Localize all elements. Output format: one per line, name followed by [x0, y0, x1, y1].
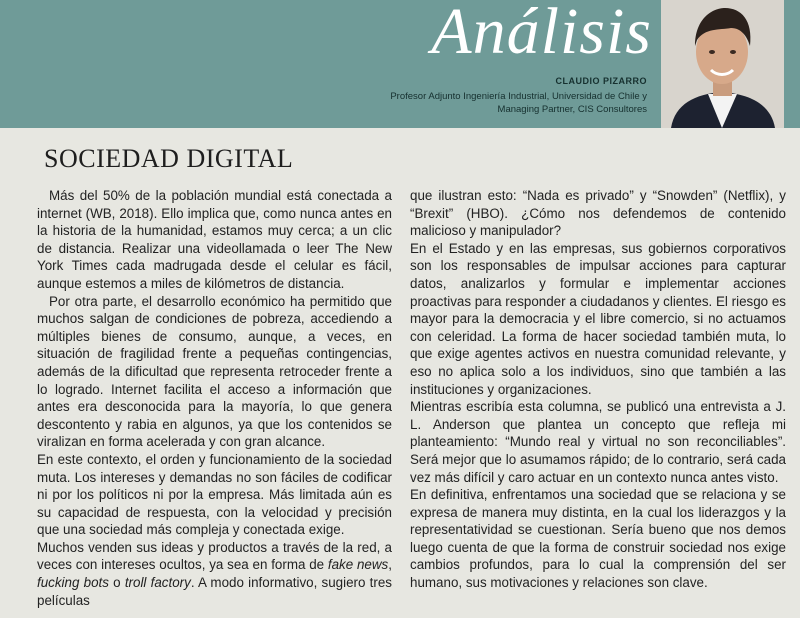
- article-column-right: [410, 187, 786, 592]
- paragraph: En este contexto, el orden y funcionamiento de la sociedad muta. Los intereses y demandas no son fáciles de codificar ni por los políticos ni por la empresa. Más limitada aún es su capacidad de respuesta, con la velocidad y precisión que una sociedad más compleja y conectada exige.: [37, 451, 392, 538]
- paragraph: Más del 50% de la población mundial está conectada a internet (WB, 2018). Ello implica que, como nunca antes en la historia de la humanidad, estamos muy cerca; a un clic de distancia. Realizar una videollamada o leer The New York Times cada madrugada desde el celular es fácil, aunque estemos a miles de kilómetros de distancia.: [37, 188, 392, 291]
- paragraph-text: ,: [388, 557, 392, 573]
- paragraph: En el Estado y en las empresas, sus gobiernos corporativos son los responsables de impulsar acciones para capturar datos, analizarlos y formular e implementar acciones proactivas para responder a ciudadanos y clientes. El riesgo es mayor para la democracia y el libre comercio, si no actuamos con celeridad. La forma de hacer sociedad también muta, lo que exige agentes activos en nuestra comunidad relevante, y eso no aplica solo a los individuos, sino que también a las instituciones y organizaciones.: [410, 240, 786, 397]
- author-role: [390, 90, 647, 116]
- author-role-line-1: Profesor Adjunto Ingeniería Industrial, Universidad de Chile y: [390, 91, 647, 102]
- author-info: [390, 76, 647, 116]
- paragraph: Mientras escribía esta columna, se publicó una entrevista a J. L. Anderson que plantea un concepto que refleja mi planteamiento: “Mundo real y virtual no son reconciliables”. Será mejor que lo asumamos rápido; de lo contrario, será cada vez más difícil y caro actuar en un contexto nunca antes visto.: [410, 399, 786, 485]
- paragraph: que ilustran esto: “Nada es privado” y “Snowden” (Netflix), y “Brexit” (HBO). ¿Cómo nos defendemos de contenido malicioso y manipulador?: [410, 188, 786, 239]
- paragraph: Por otra parte, el desarrollo económico ha permitido que muchos salgan de condiciones de pobreza, accediendo a múltiples bienes de consumo, aunque, a veces, en situación de fragilidad frente a pequeñas contingencias, además de la dificultad que representa retroceder frente a lo logrado. Internet facilita el acceso a información que antes era desconocida para la mayoría, lo que genera descontento y rabia en algunos, ya que los contenidos se viralizan en forma acelerada y con gran alcance.: [37, 293, 392, 450]
- paragraph-text: Muchos venden sus ideas y productos a través de la red, a veces con intereses ocultos, ya sea en forma de: [37, 539, 392, 573]
- paragraph: En definitiva, enfrentamos una sociedad que se relaciona y se expresa de manera muy distinta, en la cual los liderazgos y la representatividad se cuestionan. Sería bueno que nos demos luego cuenta de que la forma de construir sociedad nos exige cambios profundos, para lo cual la comprensión del ser humano, sus motivaciones y relaciones son clave.: [410, 487, 786, 591]
- article-column-left: [37, 187, 392, 609]
- paragraph-text: o: [108, 575, 125, 591]
- article-headline: SOCIEDAD DIGITAL: [44, 144, 294, 173]
- author-portrait-icon: [661, 0, 784, 128]
- author-role-line-2: Managing Partner, CIS Consultores: [497, 104, 647, 115]
- italic-term: troll factory: [124, 575, 191, 591]
- paragraph-text: . A modo informativo, sugiero tres películas: [37, 575, 392, 608]
- section-banner: [0, 0, 800, 128]
- author-name: CLAUDIO PIZARRO: [555, 76, 647, 86]
- section-title: Análisis: [431, 0, 652, 68]
- italic-term: fucking bots: [37, 575, 109, 591]
- italic-term: fake news: [327, 557, 389, 573]
- paragraph: [37, 539, 392, 609]
